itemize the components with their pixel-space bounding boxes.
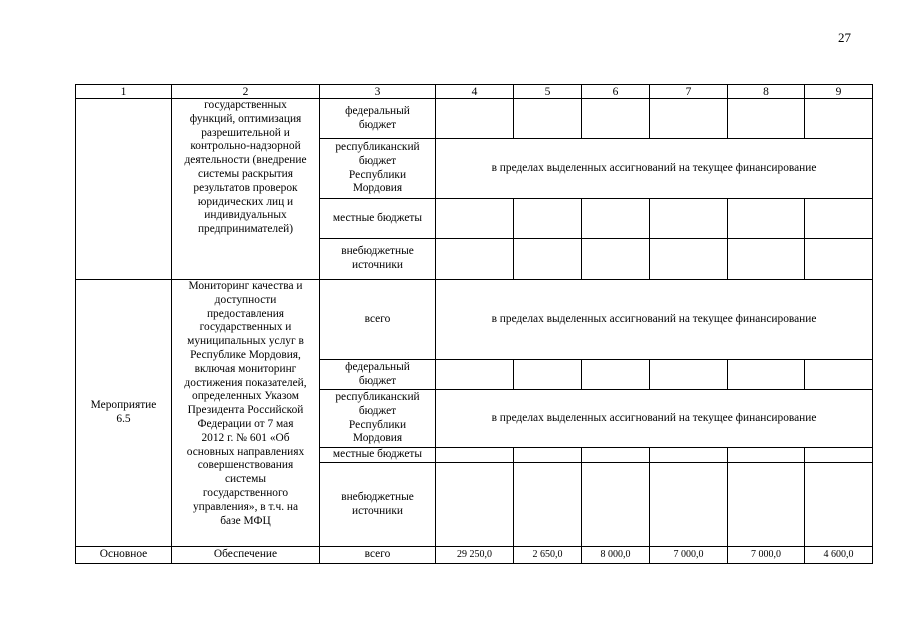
- value-cell: [650, 448, 728, 463]
- value-cell: [514, 239, 582, 280]
- value-cell: [514, 463, 582, 547]
- value-cell: [728, 99, 805, 139]
- value-cell: [514, 199, 582, 239]
- value-cell: [650, 239, 728, 280]
- value-cell: [805, 360, 873, 390]
- value-cell: [582, 239, 650, 280]
- funding-source: республиканский бюджет Республики Мордовия: [320, 390, 436, 448]
- activity-label: Основное: [76, 547, 172, 564]
- value-cell: [436, 199, 514, 239]
- header-cell: 9: [805, 85, 873, 99]
- header-row: [76, 85, 873, 99]
- value-cell: [582, 463, 650, 547]
- funding-source: местные бюджеты: [320, 199, 436, 239]
- amount-cell: 2 650,0: [514, 547, 582, 564]
- funding-source: внебюджетные источники: [320, 463, 436, 547]
- value-cell: [514, 448, 582, 463]
- value-cell: [514, 99, 582, 139]
- value-cell: [728, 239, 805, 280]
- value-cell: [650, 463, 728, 547]
- value-cell: [436, 99, 514, 139]
- activity-description: Обеспечение: [172, 547, 320, 564]
- budget-table: [75, 84, 873, 564]
- activity-description: Мониторинг качества и доступности предоставления государственных и муниципальных услуг в Республике Мордовия, включая мониторинг достижения показателей, определенных Указом Президента Российской Федерации от 7 мая 2012 г. № 601 «Об основных направлениях совершенствования системы государственного управления», в т.ч. на базе МФЦ: [172, 280, 320, 547]
- amount-cell: 4 600,0: [805, 547, 873, 564]
- amount-cell: 7 000,0: [728, 547, 805, 564]
- funding-source: федеральный бюджет: [320, 360, 436, 390]
- value-cell: [436, 239, 514, 280]
- value-cell: [728, 463, 805, 547]
- header-cell: 1: [76, 85, 172, 99]
- header-cell: 6: [582, 85, 650, 99]
- allocation-note: в пределах выделенных ассигнований на текущее финансирование: [436, 390, 873, 448]
- funding-source: внебюджетные источники: [320, 239, 436, 280]
- table-row: [76, 99, 873, 139]
- funding-source: федеральный бюджет: [320, 99, 436, 139]
- activity-description: государственных функций, оптимизация разрешительной и контрольно-надзорной деятельности (внедрение системы раскрытия результатов проверок юридических лиц и индивидуальных предпринимателей): [172, 99, 320, 280]
- value-cell: [805, 99, 873, 139]
- value-cell: [582, 448, 650, 463]
- value-cell: [650, 360, 728, 390]
- allocation-note: в пределах выделенных ассигнований на текущее финансирование: [436, 139, 873, 199]
- value-cell: [805, 448, 873, 463]
- header-cell: 4: [436, 85, 514, 99]
- value-cell: [582, 99, 650, 139]
- value-cell: [805, 463, 873, 547]
- allocation-note: в пределах выделенных ассигнований на текущее финансирование: [436, 280, 873, 360]
- header-cell: 5: [514, 85, 582, 99]
- value-cell: [582, 360, 650, 390]
- header-cell: 8: [728, 85, 805, 99]
- value-cell: [805, 239, 873, 280]
- table-row: [76, 280, 873, 360]
- activity-cell: [76, 99, 172, 280]
- header-cell: 7: [650, 85, 728, 99]
- header-cell: 3: [320, 85, 436, 99]
- page-number: 27: [838, 30, 851, 45]
- amount-cell: 29 250,0: [436, 547, 514, 564]
- table-row: [76, 547, 873, 564]
- amount-cell: 8 000,0: [582, 547, 650, 564]
- value-cell: [728, 360, 805, 390]
- value-cell: [436, 360, 514, 390]
- header-cell: 2: [172, 85, 320, 99]
- value-cell: [436, 463, 514, 547]
- funding-source: всего: [320, 280, 436, 360]
- activity-label: Мероприятие 6.5: [76, 280, 172, 547]
- funding-source: всего: [320, 547, 436, 564]
- value-cell: [650, 199, 728, 239]
- value-cell: [728, 199, 805, 239]
- funding-source: местные бюджеты: [320, 448, 436, 463]
- value-cell: [805, 199, 873, 239]
- funding-source: республиканский бюджет Республики Мордовия: [320, 139, 436, 199]
- amount-cell: 7 000,0: [650, 547, 728, 564]
- value-cell: [728, 448, 805, 463]
- value-cell: [514, 360, 582, 390]
- value-cell: [436, 448, 514, 463]
- value-cell: [582, 199, 650, 239]
- value-cell: [650, 99, 728, 139]
